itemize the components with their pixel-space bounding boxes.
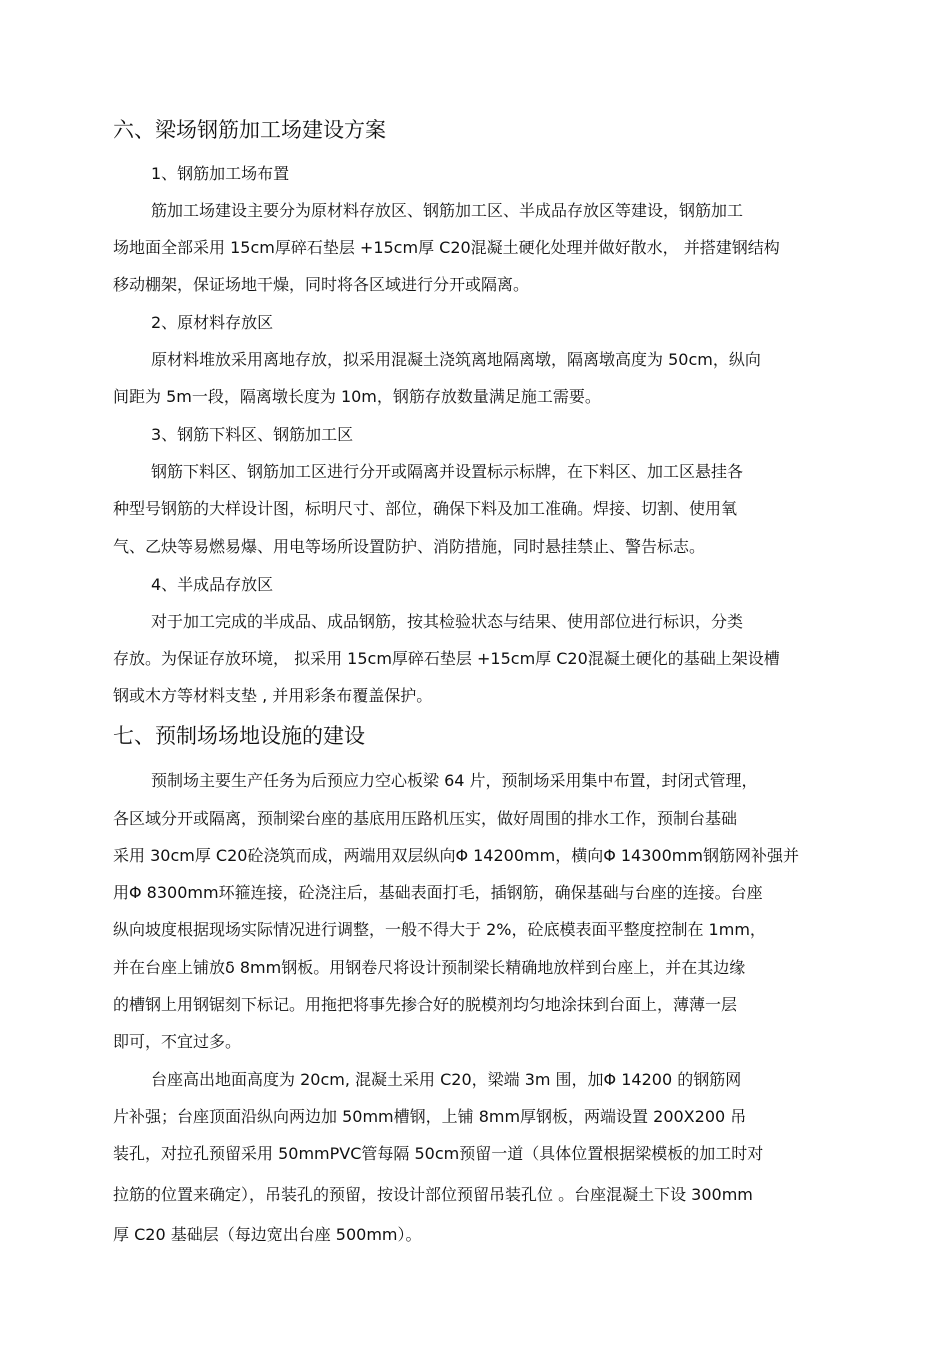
- paragraph-line: 用Φ 8300mm环箍连接，砼浇注后，基础表面打毛，插钢筋，确保基础与台座的连接。台座: [113, 883, 763, 902]
- paragraph-line: 采用 30cm厚 C20砼浇筑而成，两端用双层纵向Φ 14200mm，横向Φ 14300mm钢筋网补强并: [113, 846, 799, 865]
- paragraph-line: 原材料堆放采用离地存放，拟采用混凝土浇筑离地隔离墩，隔离墩高度为 50cm，纵向: [151, 350, 761, 369]
- paragraph-line: 移动棚架，保证场地干燥，同时将各区域进行分开或隔离。: [113, 275, 530, 294]
- paragraph-line: 预制场主要生产任务为后预应力空心板梁 64 片，预制场采用集中布置，封闭式管理，: [151, 771, 758, 790]
- subheading-1: 1、钢筋加工场布置: [151, 164, 290, 183]
- paragraph-line: 各区域分开或隔离，预制梁台座的基底用压路机压实，做好周围的排水工作，预制台基础: [113, 809, 738, 828]
- subheading-2: 2、原材料存放区: [151, 313, 274, 332]
- paragraph-line: 台座高出地面高度为 20cm, 混凝土采用 C20，梁端 3m 围，加Φ 14200 的钢筋网: [151, 1070, 742, 1089]
- paragraph-line: 钢或木方等材料支垫 , 并用彩条布覆盖保护。: [113, 686, 433, 705]
- paragraph-line: 存放。为保证存放环境， 拟采用 15cm厚碎石垫层 +15cm厚 C20混凝土硬化的基础上架设槽: [113, 649, 780, 668]
- paragraph-line: 即可，不宜过多。: [113, 1032, 242, 1051]
- paragraph-line: 厚 C20 基础层（每边宽出台座 500mm）。: [113, 1225, 422, 1244]
- paragraph-line: 的槽钢上用钢锯刻下标记。用拖把将事先掺合好的脱模剂均匀地涂抹到台面上，薄薄一层: [113, 995, 738, 1014]
- paragraph-line: 并在台座上铺放δ 8mm钢板。用钢卷尺将设计预制梁长精确地放样到台座上，并在其边缘: [113, 958, 746, 977]
- paragraph-line: 种型号钢筋的大样设计图，标明尺寸、部位，确保下料及加工准确。焊接、切割、使用氧: [113, 499, 738, 518]
- paragraph-line: 装孔，对拉孔预留采用 50mmPVC管每隔 50cm预留一道（具体位置根据梁模板的加工时对: [113, 1144, 764, 1163]
- paragraph-line: 片补强；台座顶面沿纵向两边加 50mm槽钢，上铺 8mm厚钢板，两端设置 200X200 吊: [113, 1107, 747, 1126]
- section-7-heading: 七、预制场场地设施的建设: [113, 724, 365, 748]
- paragraph-line: 钢筋下料区、钢筋加工区进行分开或隔离并设置标示标牌，在下料区、加工区悬挂各: [151, 462, 744, 481]
- paragraph-line: 对于加工完成的半成品、成品钢筋，按其检验状态与结果、使用部位进行标识，分类: [151, 612, 744, 631]
- paragraph-line: 间距为 5m一段，隔离墩长度为 10m，钢筋存放数量满足施工需要。: [113, 387, 601, 406]
- subheading-3: 3、钢筋下料区、钢筋加工区: [151, 425, 354, 444]
- subheading-4: 4、半成品存放区: [151, 575, 274, 594]
- paragraph-line: 筋加工场建设主要分为原材料存放区、钢筋加工区、半成品存放区等建设，钢筋加工: [151, 201, 744, 220]
- paragraph-line: 气、乙炔等易燃易爆、用电等场所设置防护、消防措施，同时悬挂禁止、警告标志。: [113, 537, 706, 556]
- paragraph-line: 拉筋的位置来确定），吊装孔的预留，按设计部位预留吊装孔位 。台座混凝土下设 300mm: [113, 1185, 753, 1204]
- paragraph-line: 场地面全部采用 15cm厚碎石垫层 +15cm厚 C20混凝土硬化处理并做好散水， 并搭建钢结构: [113, 238, 780, 257]
- paragraph-line: 纵向坡度根据现场实际情况进行调整，一般不得大于 2%，砼底模表面平整度控制在 1mm，: [113, 920, 766, 939]
- section-6-heading: 六、梁场钢筋加工场建设方案: [113, 118, 386, 142]
